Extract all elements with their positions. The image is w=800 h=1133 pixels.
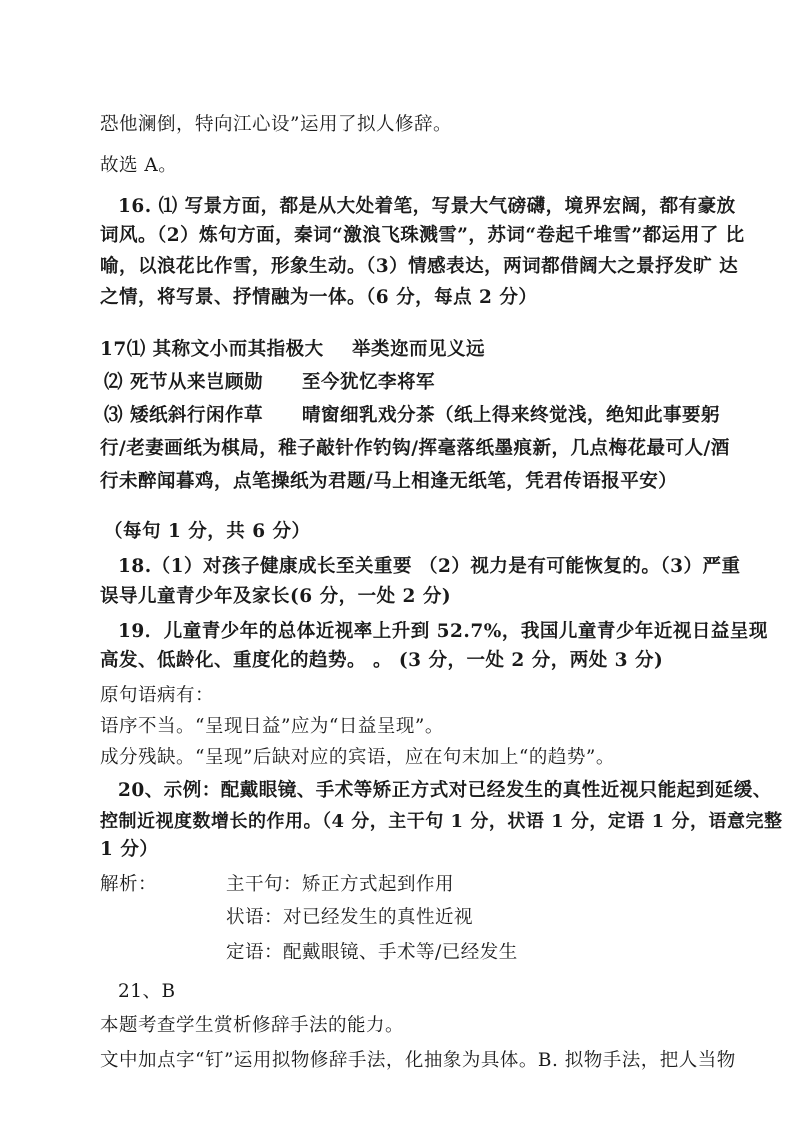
answer-19-note-2: 成分残缺。“呈现”后缺对应的宾语，应在句末加上“的趋势”。 — [100, 747, 615, 768]
answer-17-scoring: （每句 1 分，共 6 分） — [104, 521, 311, 542]
answer-20-line-1: 20、示例：配戴眼镜、手术等矫正方式对已经发生的真性近视只能起到延缓、 — [118, 780, 772, 801]
answer-16-line-3: 喻，以浪花比作雪，形象生动。（3）情感表达，两词都借阔大之景抒发旷 达 — [100, 256, 739, 277]
answer-21-line-2: 文中加点字“钉”运用拟物修辞手法，化抽象为具体。B. 拟物手法，把人当物 — [100, 1050, 736, 1071]
answer-17-3-second: 晴窗细乳戏分茶（纸上得来终觉浅，绝知此事要躬 — [302, 405, 721, 426]
answer-16-line-1: 16. ⑴ 写景方面，都是从大处着笔，写景大气磅礴，境界宏阔，都有豪放 — [118, 196, 736, 217]
answer-16-line-2: 词风。（2）炼句方面，秦词“激浪飞珠溅雪”，苏词“卷起千堆雪”都运用了 比 — [100, 225, 745, 246]
analysis-adverbial: 状语：对已经发生的真性近视 — [226, 907, 474, 928]
answer-17-line-6: 行未醉闻暮鸡，点笔操纸为君题/马上相逢无纸笔，凭君传语报平安） — [100, 471, 678, 492]
answer-21-line-1: 本题考查学生赏析修辞手法的能力。 — [100, 1015, 405, 1036]
answer-17-2-first: ⑵ 死节从来岂顾勋 — [104, 372, 263, 393]
answer-19-note-1: 语序不当。“呈现日益”应为“日益呈现”。 — [100, 716, 444, 737]
answer-20-line-3: 1 分） — [100, 839, 159, 860]
answer-19-line-1: 19．儿童青少年的总体近视率上升到 52.7%，我国儿童青少年近视日益呈现 — [118, 621, 768, 642]
answer-17-line-5: 行/老妻画纸为棋局，稚子敲针作钓钩/挥毫落纸墨痕新，几点梅花最可人/酒 — [100, 438, 730, 459]
analysis-attributive: 定语：配戴眼镜、手术等/已经发生 — [226, 942, 518, 963]
answer-21-choice: 21、B — [118, 981, 176, 1002]
answer-17-1-first: 17⑴ 其称文小而其指极大 — [100, 339, 324, 360]
answer-16-line-4: 之情，将写景、抒情融为一体。（6 分，每点 2 分） — [100, 287, 538, 308]
answer-19-note-heading: 原句语病有： — [100, 685, 215, 706]
answer-17-2-second: 至今犹忆李将军 — [302, 372, 436, 393]
answer-20-line-2: 控制近视度数增长的作用。（4 分，主干句 1 分，状语 1 分，定语 1 分，语意完整 — [100, 811, 783, 832]
answer-17-1-second: 举类迩而见义远 — [352, 339, 486, 360]
answer-15-choice: 故选 A。 — [100, 155, 178, 176]
answer-15-continued: 恐他澜倒，特向江心设”运用了拟人修辞。 — [100, 114, 452, 135]
answer-18-line-1: 18.（1）对孩子健康成长至关重要 （2）视力是有可能恢复的。（3）严重 — [118, 556, 741, 577]
answer-17-3-first: ⑶ 矮纸斜行闲作草 — [104, 405, 263, 426]
analysis-main-clause: 主干句：矫正方式起到作用 — [226, 874, 455, 895]
answer-19-line-2: 高发、低龄化、重度化的趋势。 。 (3 分，一处 2 分，两处 3 分) — [100, 650, 664, 671]
answer-18-line-2: 误导儿童青少年及家长(6 分，一处 2 分) — [100, 586, 452, 607]
analysis-label: 解析： — [100, 874, 158, 895]
